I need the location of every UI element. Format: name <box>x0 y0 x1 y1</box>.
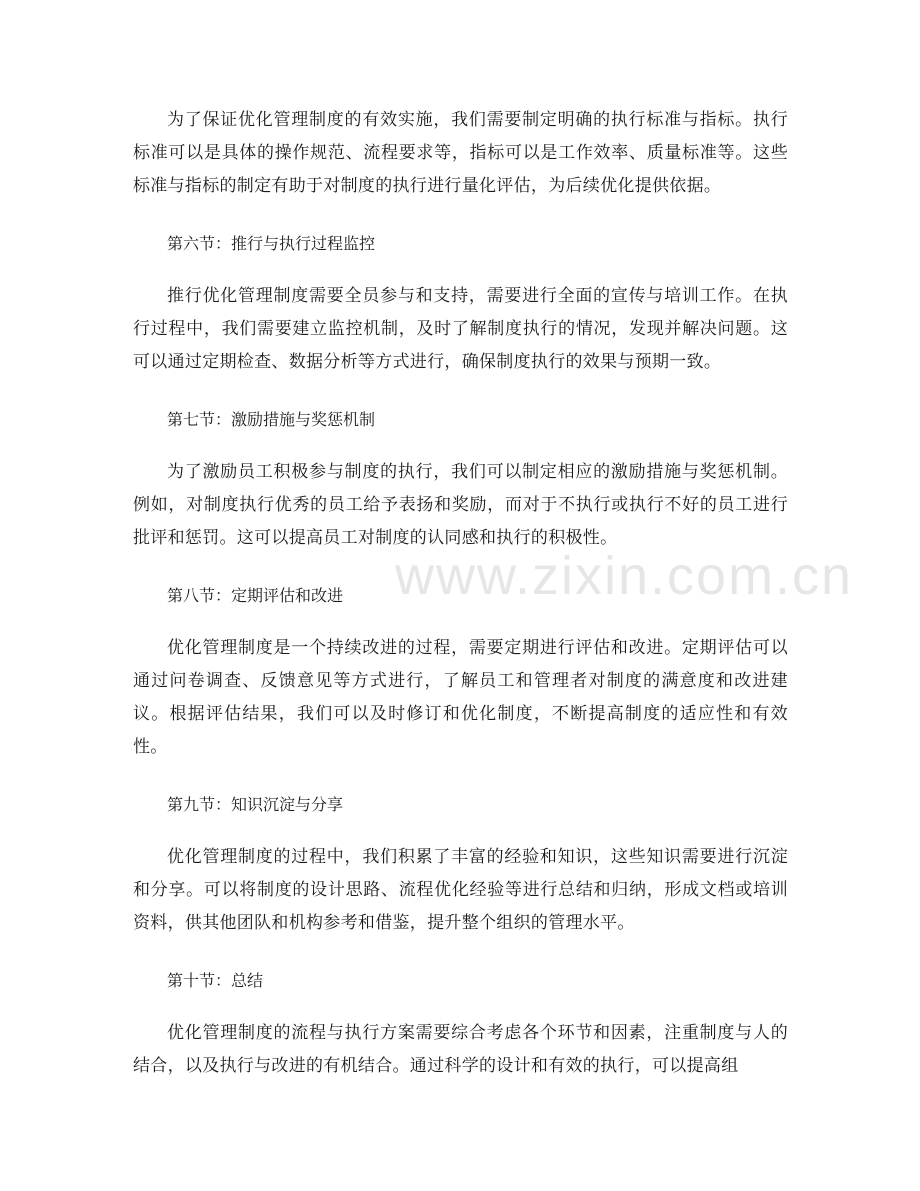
paragraph-evaluation: 优化管理制度是一个持续改进的过程，需要定期进行评估和改进。定期评估可以通过问卷调查、反馈意见等方式进行，了解员工和管理者对制度的满意度和改进建议。根据评估结果，我们可以及时修订和优化制度，不断提高制度的适应性和有效性。 <box>133 638 788 757</box>
paragraph-knowledge-sharing: 优化管理制度的过程中，我们积累了丰富的经验和知识，这些知识需要进行沉淀和分享。可以将制度的设计思路、流程优化经验等进行总结和归纳，形成文档或培训资料，供其他团队和机构参考和借鉴，提升整个组织的管理水平。 <box>133 847 788 933</box>
paragraph-summary: 优化管理制度的流程与执行方案需要综合考虑各个环节和因素，注重制度与人的结合，以及执行与改进的有机结合。通过科学的设计和有效的执行，可以提高组 <box>133 1023 788 1076</box>
paragraph-monitoring: 推行优化管理制度需要全员参与和支持，需要进行全面的宣传与培训工作。在执行过程中，我们需要建立监控机制，及时了解制度执行的情况，发现并解决问题。这可以通过定期检查、数据分析等方式进行，确保制度执行的效果与预期一致。 <box>133 286 788 372</box>
section-heading-7: 第七节：激励措施与奖惩机制 <box>167 410 376 429</box>
document-body <box>133 104 788 1110</box>
paragraph-incentives: 为了激励员工积极参与制度的执行，我们可以制定相应的激励措施与奖惩机制。例如，对制度执行优秀的员工给予表扬和奖励，而对于不执行或执行不好的员工进行批评和惩罚。这可以提高员工对制度的认同感和执行的积极性。 <box>133 462 788 548</box>
section-heading-8: 第八节：定期评估和改进 <box>167 586 344 605</box>
watermark-text: www.zixin.com.cn <box>395 546 854 606</box>
section-heading-6: 第六节：推行与执行过程监控 <box>167 234 376 253</box>
section-heading-9: 第九节：知识沉淀与分享 <box>167 795 344 814</box>
section-heading-10: 第十节：总结 <box>167 971 264 990</box>
paragraph-execution-standards: 为了保证优化管理制度的有效实施，我们需要制定明确的执行标准与指标。执行标准可以是具体的操作规范、流程要求等，指标可以是工作效率、质量标准等。这些标准与指标的制定有助于对制度的执行进行量化评估，为后续优化提供依据。 <box>133 110 788 196</box>
